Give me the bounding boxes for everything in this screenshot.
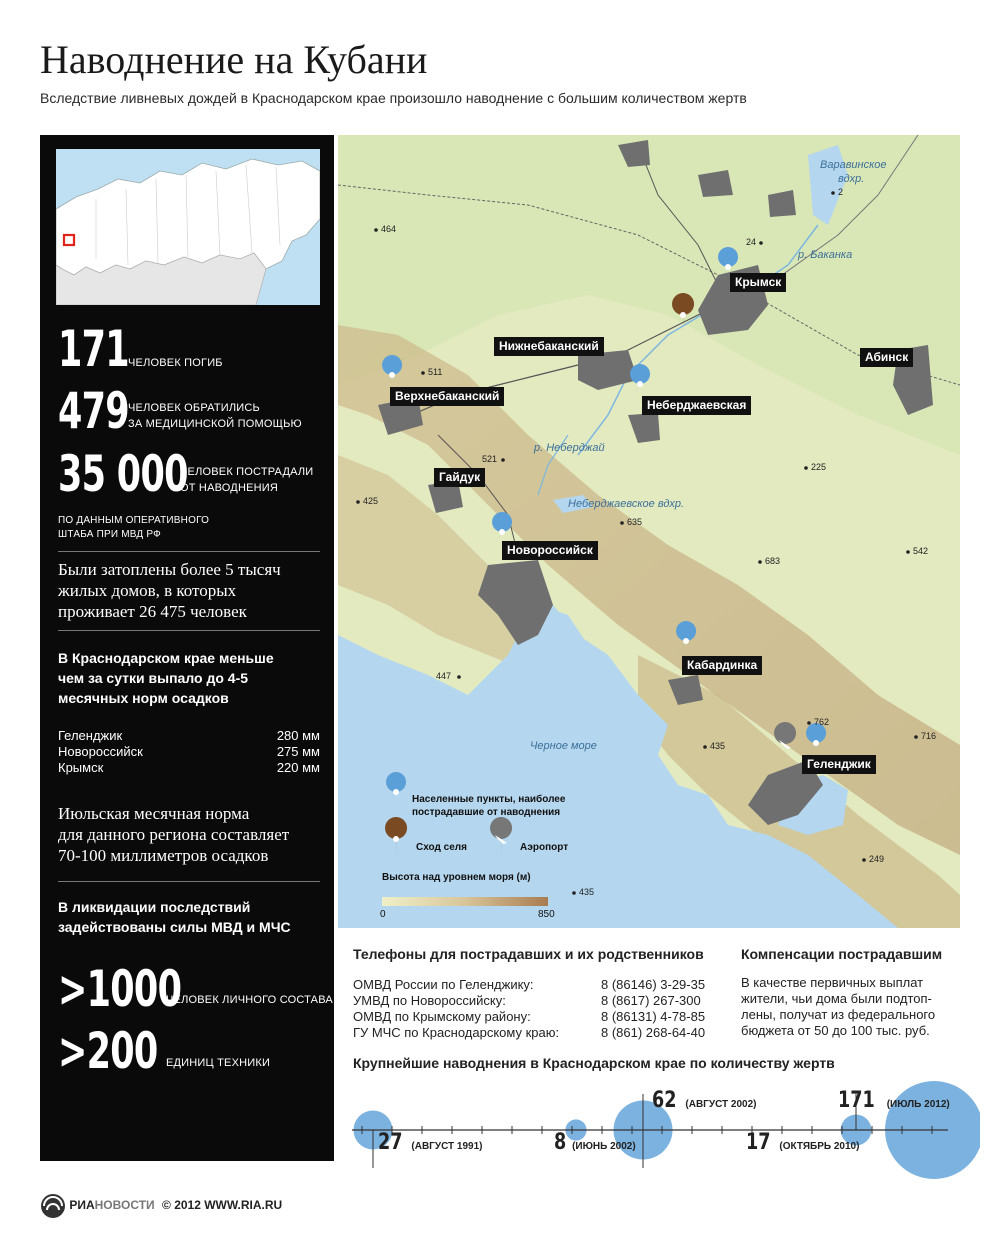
norm-line-1: Июльская месячная норма — [58, 804, 250, 823]
floods-heading: Крупнейшие наводнения в Краснодарском крае по количеству жертв — [353, 1055, 835, 1071]
phone-org: ГУ МЧС по Краснодарскому краю: — [353, 1025, 560, 1040]
legend-height-min: 0 — [380, 909, 386, 920]
affected-label-2: ОТ НАВОДНЕНИЯ — [180, 482, 279, 494]
elevation-label: 464 — [381, 224, 397, 234]
flood-value: 27 — [378, 1130, 403, 1155]
rain-row — [58, 744, 320, 760]
houses-line-2: жилых домов, в которых — [58, 581, 237, 600]
elevation-label: 542 — [913, 546, 929, 556]
rain-row — [58, 760, 320, 776]
divider — [58, 881, 320, 882]
elevation-label: 716 — [921, 731, 937, 741]
legend-affected-line-1: Населенные пункты, наиболее — [412, 794, 566, 805]
flood-map — [338, 135, 960, 928]
elevation-label: 511 — [428, 367, 443, 377]
houses-text — [58, 559, 328, 622]
rain-mm: 280 мм — [276, 728, 320, 743]
phone-org: УМВД по Новороссийску: — [353, 993, 506, 1008]
elevation-label: 435 — [710, 741, 726, 751]
flood-2002-june — [554, 1130, 636, 1155]
flood-value: 62 — [652, 1088, 677, 1113]
reservoir-label: вдхр. — [838, 173, 865, 185]
flood-2002-august — [652, 1088, 757, 1113]
flood-value: 8 — [554, 1130, 567, 1155]
rain-city: Геленджик — [58, 728, 123, 743]
elevation-label: 225 — [811, 462, 827, 472]
phone-number[interactable]: 8 (861) 268-64-40 — [601, 1025, 706, 1040]
flood-value: 17 — [746, 1130, 771, 1155]
town-label-verkhnebakansky: Верхнебаканский — [390, 387, 504, 406]
rain-city: Крымск — [58, 760, 104, 775]
phone-number[interactable]: 8 (86131) 4-78-85 — [601, 1009, 706, 1024]
compensation-line-2: жители, чьи дома были подтоп- — [741, 991, 932, 1006]
source-label-2: ШТАБА ПРИ МВД РФ — [58, 529, 161, 540]
town-label-nizhnebakansky: Нижнебаканский — [494, 337, 604, 356]
flood-date: (АВГУСТ 1991) — [411, 1141, 483, 1152]
town-label-gelendzhik: Геленджик — [802, 755, 876, 774]
medical-label-1: ЧЕЛОВЕК ОБРАТИЛИСЬ — [128, 402, 260, 414]
rain-heading-line-1: В Краснодарском крае меньше — [58, 650, 274, 666]
compensation-line-1: В качестве первичных выплат — [741, 975, 924, 990]
phone-number[interactable]: 8 (86146) 3-29-35 — [601, 977, 706, 992]
medical-label-2: ЗА МЕДИЦИНСКОЙ ПОМОЩЬЮ — [128, 418, 302, 430]
reservoir-label: Варавинское — [820, 159, 887, 171]
rain-mm: 275 мм — [276, 744, 320, 759]
houses-line-3: проживает 26 475 человек — [58, 602, 247, 621]
rain-heading-line-2: чем за сутки выпало до 4-5 — [58, 670, 249, 686]
forces-heading-line-2: задействованы силы МВД и МЧС — [58, 919, 291, 935]
town-label-kabardinka: Кабардинка — [682, 656, 762, 675]
reservoir-label: Неберджаевское вдхр. — [568, 498, 685, 510]
equipment-label: ЕДИНИЦ ТЕХНИКИ — [166, 1057, 271, 1069]
legend-height-max: 850 — [538, 909, 555, 920]
footer-brand-suffix: НОВОСТИ — [94, 1198, 155, 1213]
legend-affected-line-2: пострадавшие от наводнения — [412, 807, 561, 818]
personnel-value: >1000 — [58, 960, 182, 1018]
footer-brand: РИА — [69, 1198, 95, 1213]
divider — [58, 630, 320, 631]
elevation-label: 762 — [814, 717, 830, 727]
town-label-gaiduk: Гайдук — [434, 468, 485, 487]
phone-number[interactable]: 8 (8617) 267-300 — [601, 993, 701, 1008]
phones-heading: Телефоны для пострадавших и их родственников — [353, 946, 704, 962]
flood-1991 — [378, 1130, 483, 1155]
elevation-label: 2 — [838, 187, 844, 197]
norm-text — [58, 803, 328, 866]
flood-2010 — [746, 1130, 859, 1155]
flood-date: (ИЮНЬ 2002) — [572, 1141, 636, 1152]
town-label-krymsk: Крымск — [730, 273, 786, 292]
norm-line-2: для данного региона составляет — [58, 825, 290, 844]
houses-line-1: Были затоплены более 5 тысяч — [58, 560, 281, 579]
affected-value: 35 000 — [58, 445, 188, 503]
town-label-abinsk: Абинск — [860, 348, 913, 367]
ria-logo-icon — [40, 1193, 66, 1219]
medical-value: 479 — [58, 382, 129, 440]
elevation-label: 447 — [436, 671, 452, 681]
town-label-novorossiysk: Новороссийск — [502, 541, 598, 560]
compensation-text — [741, 975, 966, 1039]
elevation-label: 635 — [627, 517, 643, 527]
flood-2012 — [838, 1088, 950, 1113]
equipment-value: >200 — [58, 1022, 158, 1080]
legend-airport: Аэропорт — [520, 842, 569, 853]
legend-mudflow: Сход селя — [416, 842, 467, 853]
compensation-line-3: лены, получат из федерального — [741, 1007, 936, 1022]
compensation-heading: Компенсации пострадавшим — [741, 946, 943, 962]
footer — [40, 1193, 282, 1219]
rain-heading — [58, 648, 328, 708]
river-label: р. Баканка — [798, 249, 853, 261]
phone-org: ОМВД по Крымскому району: — [353, 1009, 531, 1024]
phone-row — [353, 977, 719, 993]
info-panel — [40, 135, 334, 1161]
footer-copyright[interactable]: © 2012 WWW.RIA.RU — [162, 1198, 283, 1213]
elevation-label: 683 — [765, 556, 781, 566]
rain-city: Новороссийск — [58, 744, 143, 759]
phone-row — [353, 1025, 719, 1041]
phone-org: ОМВД России по Геленджику: — [353, 977, 534, 992]
town-label-neberdzhaevskaya: Неберджаевская — [642, 396, 751, 415]
personnel-label: ЧЕЛОВЕК ЛИЧНОГО СОСТАВА — [166, 994, 333, 1006]
phone-row — [353, 1009, 719, 1025]
flood-value: 171 — [838, 1088, 875, 1113]
rain-heading-line-3: месячных норм осадков — [58, 690, 229, 706]
killed-value: 171 — [58, 320, 129, 378]
forces-heading — [58, 897, 328, 937]
forces-heading-line-1: В ликвидации последствий — [58, 899, 251, 915]
flood-date: (ИЮЛЬ 2012) — [886, 1099, 950, 1110]
compensation-line-4: бюджета от 50 до 100 тыс. руб. — [741, 1023, 930, 1038]
divider — [58, 551, 320, 552]
flood-date: (ОКТЯБРЬ 2010) — [779, 1141, 860, 1152]
elevation-label: 24 — [746, 237, 757, 247]
source-label-1: ПО ДАННЫМ ОПЕРАТИВНОГО — [58, 515, 210, 526]
phone-row — [353, 993, 719, 1009]
page-subtitle: Вследствие ливневых дождей в Краснодарском крае произошло наводнение с большим количеством жертв — [40, 90, 747, 106]
affected-label-1: ЧЕЛОВЕК ПОСТРАДАЛИ — [180, 466, 314, 478]
flood-date: (АВГУСТ 2002) — [685, 1099, 757, 1110]
rain-mm: 220 мм — [276, 760, 320, 775]
legend-affected — [412, 793, 565, 819]
killed-label: ЧЕЛОВЕК ПОГИБ — [128, 357, 223, 369]
page-title: Наводнение на Кубани — [40, 37, 428, 82]
elevation-label: 435 — [579, 887, 595, 897]
russia-inset-map — [56, 149, 320, 305]
rain-row — [58, 728, 320, 744]
russia-outline-icon — [56, 149, 320, 305]
norm-line-3: 70-100 миллиметров осадков — [58, 846, 269, 865]
elevation-label: 425 — [363, 496, 379, 506]
sea-label: Черное море — [530, 740, 597, 752]
elevation-label: 249 — [869, 854, 885, 864]
elevation-label: 521 — [482, 454, 498, 464]
river-label: р. Неберджай — [534, 442, 605, 454]
legend-height-title: Высота над уровнем моря (м) — [382, 872, 531, 883]
